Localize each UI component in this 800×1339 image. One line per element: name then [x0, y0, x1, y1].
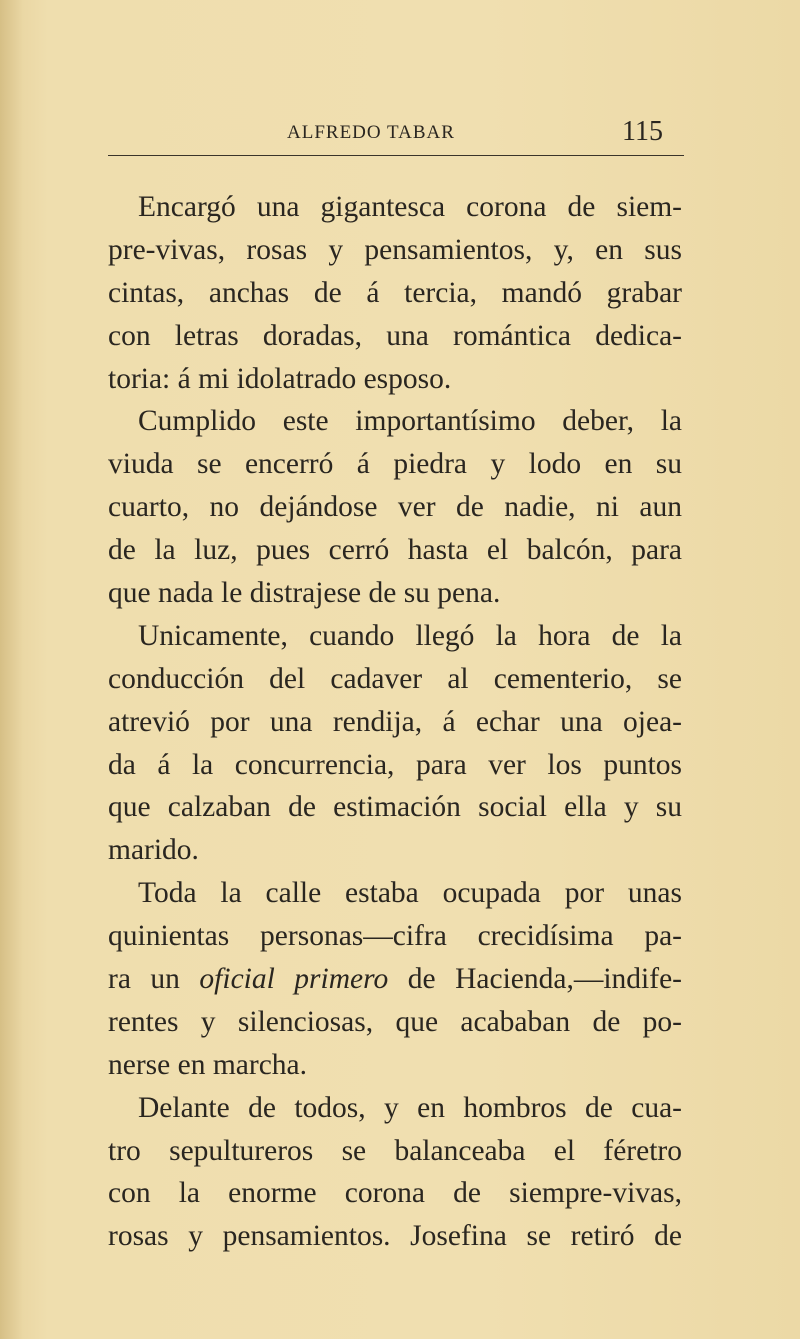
text-line: rentes y silenciosas, que acababan de po- — [108, 1005, 682, 1038]
text-line: conducción del cadaver al cementerio, se — [108, 662, 682, 695]
text-line: pre-vivas, rosas y pensamientos, y, en sus — [108, 233, 682, 266]
italic-phrase: oficial primero — [199, 963, 389, 996]
running-header-author: ALFREDO TABAR — [287, 122, 455, 143]
text-line: toria: á mi idolatrado esposo. — [108, 362, 452, 395]
text-line: cuarto, no dejándose ver de nadie, ni aun — [108, 491, 682, 524]
text-line: Delante de todos, y en hombros de cua- — [138, 1091, 682, 1124]
text-line: Unicamente, cuando llegó la hora de la — [138, 619, 682, 652]
text-line: nerse en marcha. — [108, 1048, 308, 1081]
text-line: con letras doradas, una romántica dedica- — [108, 319, 682, 352]
header-rule — [108, 155, 684, 156]
text-line: que calzaban de estimación social ella y su — [108, 791, 682, 824]
page-number: 115 — [622, 116, 663, 147]
text-line: ra un oficial primero de Hacienda,—indife- — [108, 963, 682, 996]
body-text — [108, 186, 682, 1258]
running-header — [0, 118, 800, 148]
text-line: Cumplido este importantísimo deber, la — [138, 405, 682, 438]
text-line: quinientas personas—cifra crecidísima pa- — [108, 920, 682, 953]
text-line: Toda la calle estaba ocupada por unas — [138, 877, 682, 910]
text-line: viuda se encerró á piedra y lodo en su — [108, 448, 682, 481]
text-line: da á la concurrencia, para ver los puntos — [108, 748, 682, 781]
text-line: con la enorme corona de siempre-vivas, — [108, 1177, 682, 1210]
page-gutter — [0, 0, 22, 1339]
text-line: que nada le distrajese de su pena. — [108, 577, 501, 610]
text-line: rosas y pensamientos. Josefina se retiró de — [108, 1220, 682, 1253]
text-line: tro sepultureros se balanceaba el féretro — [108, 1134, 682, 1167]
text-line: de la luz, pues cerró hasta el balcón, para — [108, 534, 682, 567]
text-line: marido. — [108, 834, 199, 867]
text-line: Encargó una gigantesca corona de siem- — [138, 191, 682, 223]
text-line: cintas, anchas de á tercia, mandó grabar — [108, 276, 682, 309]
text-line: atrevió por una rendija, á echar una ojea- — [108, 705, 682, 738]
